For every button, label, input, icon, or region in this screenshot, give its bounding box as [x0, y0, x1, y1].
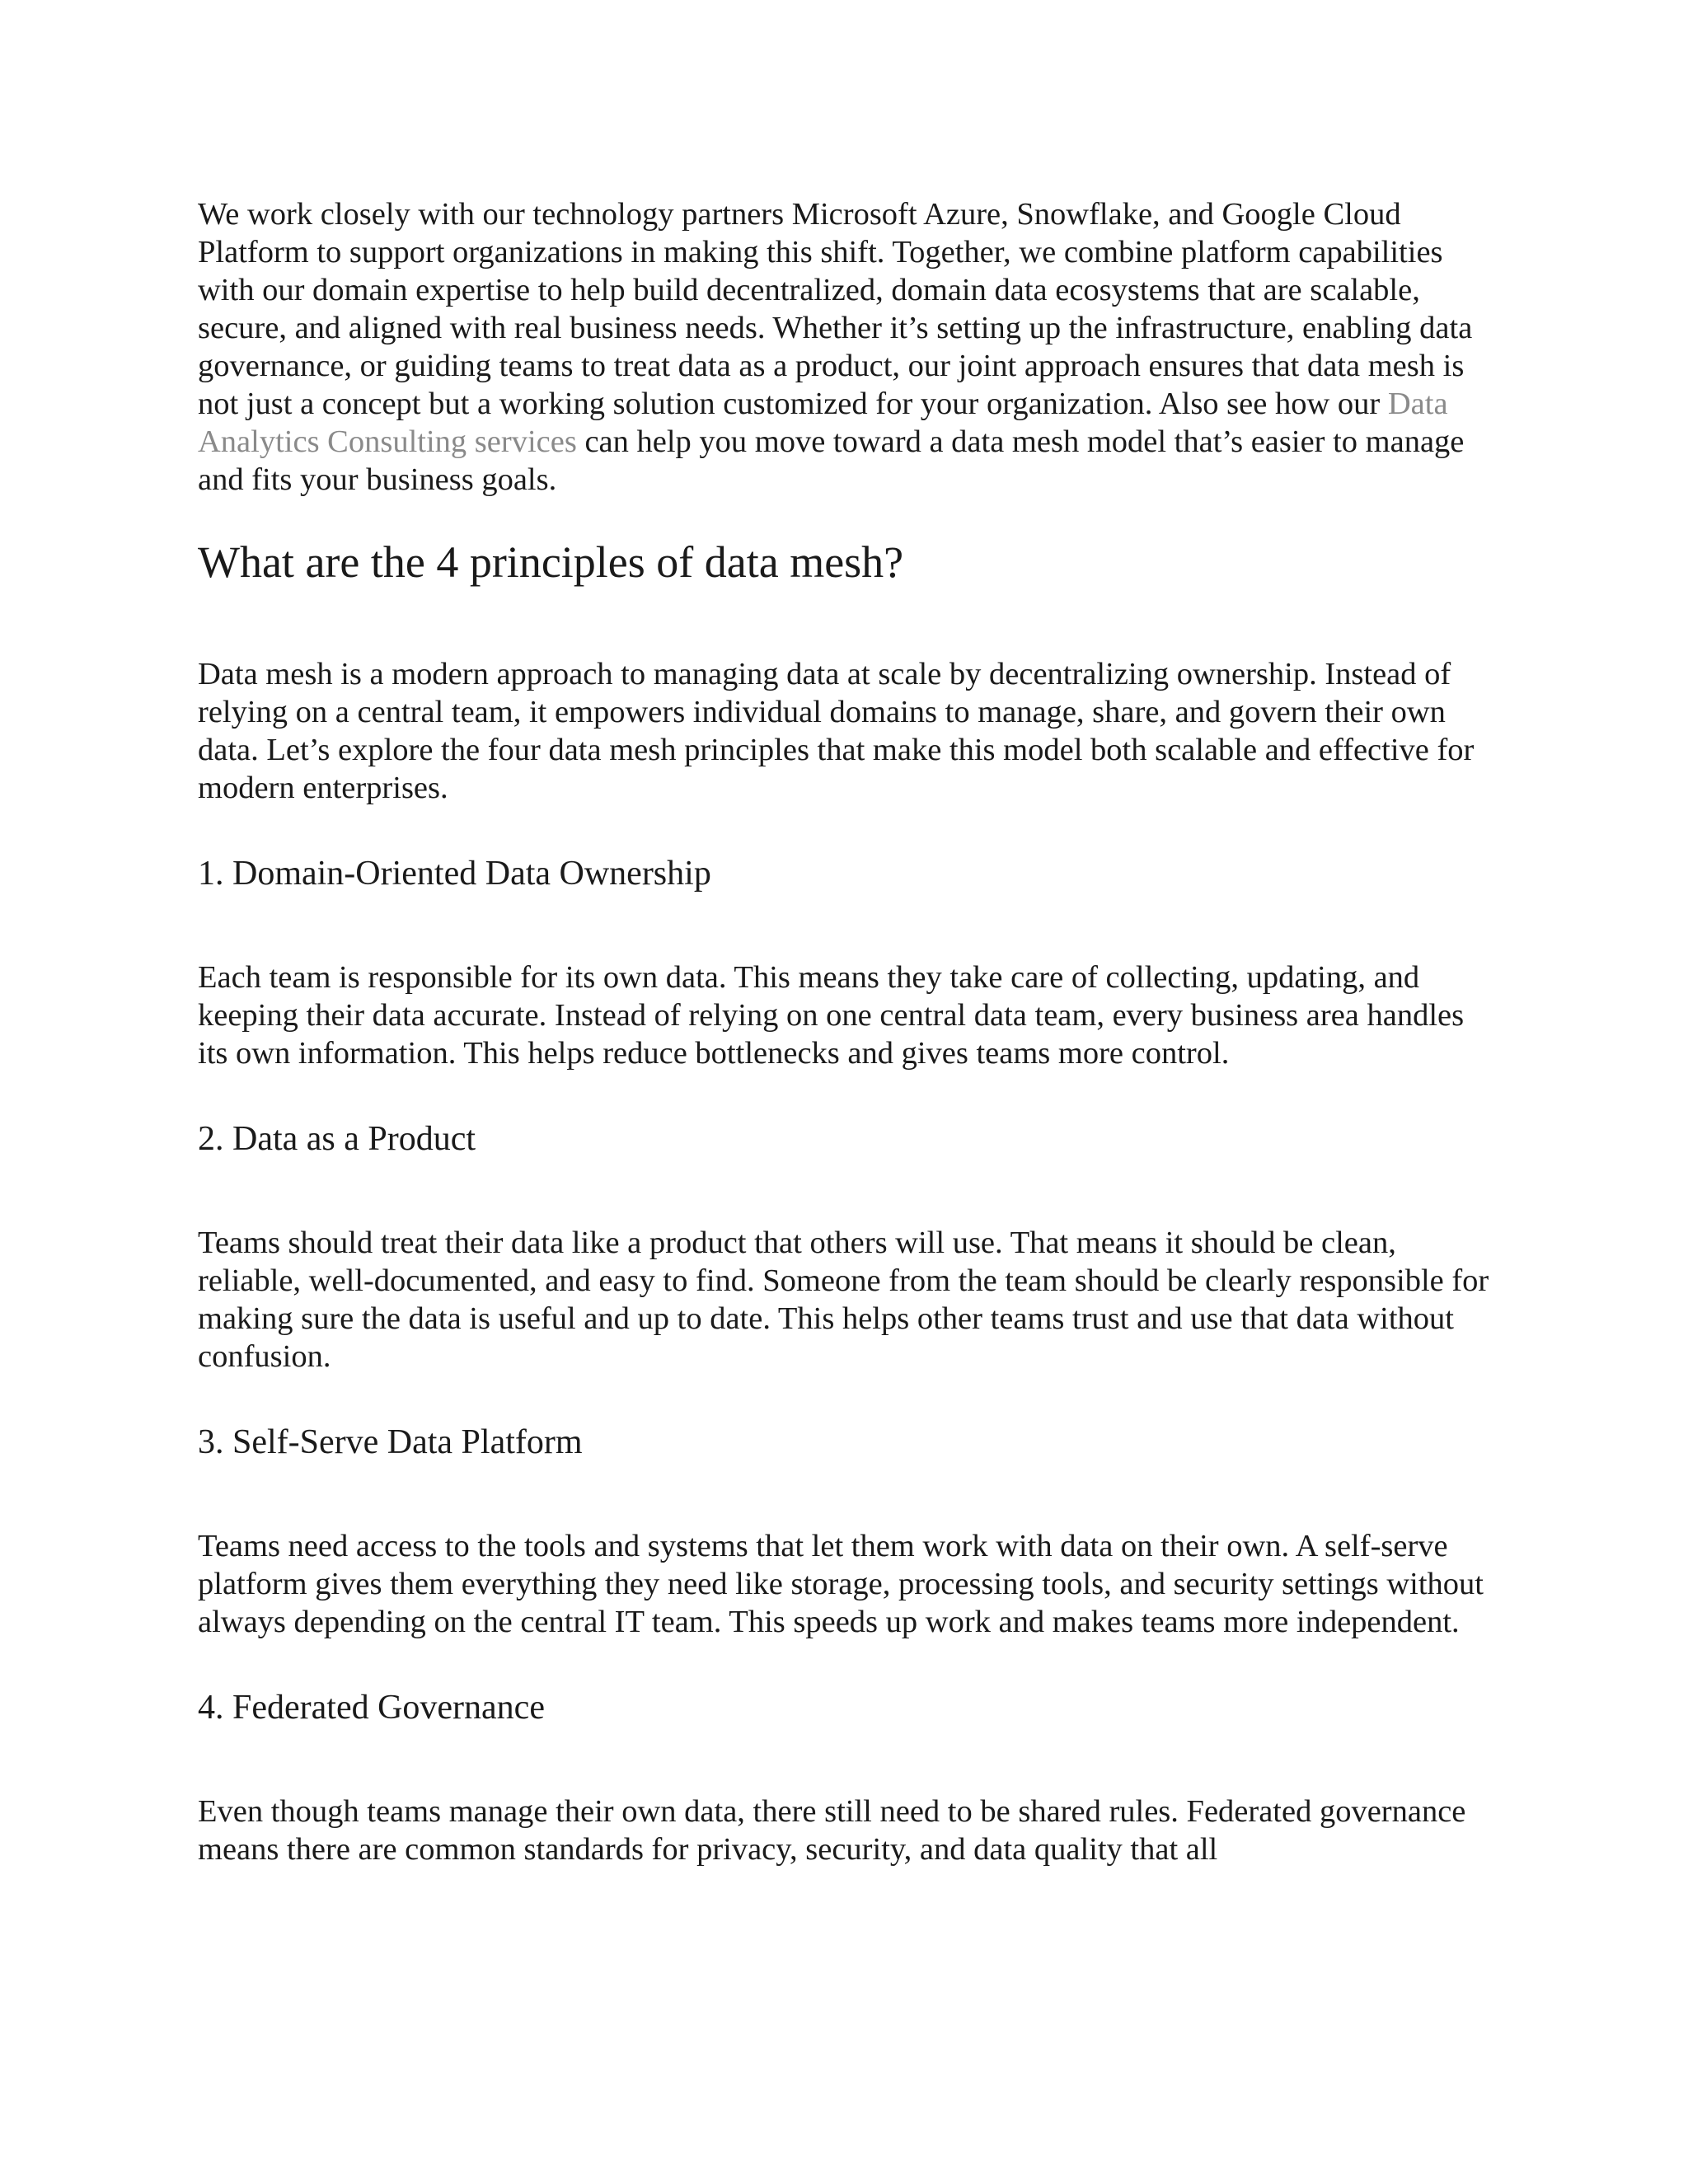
principle-heading-data-as-product: 2. Data as a Product: [198, 1120, 476, 1158]
principle-heading-self-serve-platform: 3. Self-Serve Data Platform: [198, 1423, 583, 1461]
principle-heading-domain-ownership: 1. Domain-Oriented Data Ownership: [198, 855, 711, 893]
document-content: [198, 195, 1492, 1868]
intro-paragraph: [198, 195, 1492, 499]
principle-heading-federated-governance: 4. Federated Governance: [198, 1689, 545, 1727]
section-intro-paragraph: Data mesh is a modern approach to managing data at scale by decentralizing ownership. Instead of relying on a central team, it empowers individual domains to manage, share, and govern their own data. Let’s explore the four data mesh principles that make this model both scalable and effective for modern enterprises.: [198, 657, 1475, 805]
principle-text-federated-governance: Even though teams manage their own data, there still need to be shared rules. Federated governance means there are common standards for privacy, security, and data quality that all: [198, 1794, 1466, 1867]
data-analytics-consulting-link[interactable]: Data Analytics Consulting services: [198, 387, 1448, 459]
principle-text-self-serve-platform: Teams need access to the tools and systems that let them work with data on their own. A self-serve platform gives them everything they need like storage, processing tools, and security settings without always depending on the central IT team. This speeds up work and makes teams more independent.: [198, 1529, 1484, 1639]
intro-text-before-link: We work closely with our technology partners Microsoft Azure, Snowflake, and Google Cloud Platform to support organizations in making this shift. Together, we combine platform capabilities with our domain expertise to help build decentralized, domain data ecosystems that are scalable, secure, and aligned with real business needs. Whether it’s setting up the infrastructure, enabling data governance, or guiding teams to treat data as a product, our joint approach ensures that data mesh is not just a concept but a working solution customized for your organization. Also see how our: [198, 197, 1473, 421]
section-heading: What are the 4 principles of data mesh?: [198, 537, 904, 587]
principle-text-data-as-product: Teams should treat their data like a product that others will use. That means it should be clean, reliable, well-documented, and easy to find. Someone from the team should be clearly responsible for making sure the data is useful and up to date. This helps other teams trust and use that data without confusion.: [198, 1226, 1489, 1374]
principle-text-domain-ownership: Each team is responsible for its own data. This means they take care of collecting, updating, and keeping their data accurate. Instead of relying on one central data team, every business area handles its own information. This helps reduce bottlenecks and gives teams more control.: [198, 960, 1465, 1071]
intro-text-after-link: can help you move toward a data mesh model that’s easier to manage and fits your business goals.: [198, 424, 1465, 497]
